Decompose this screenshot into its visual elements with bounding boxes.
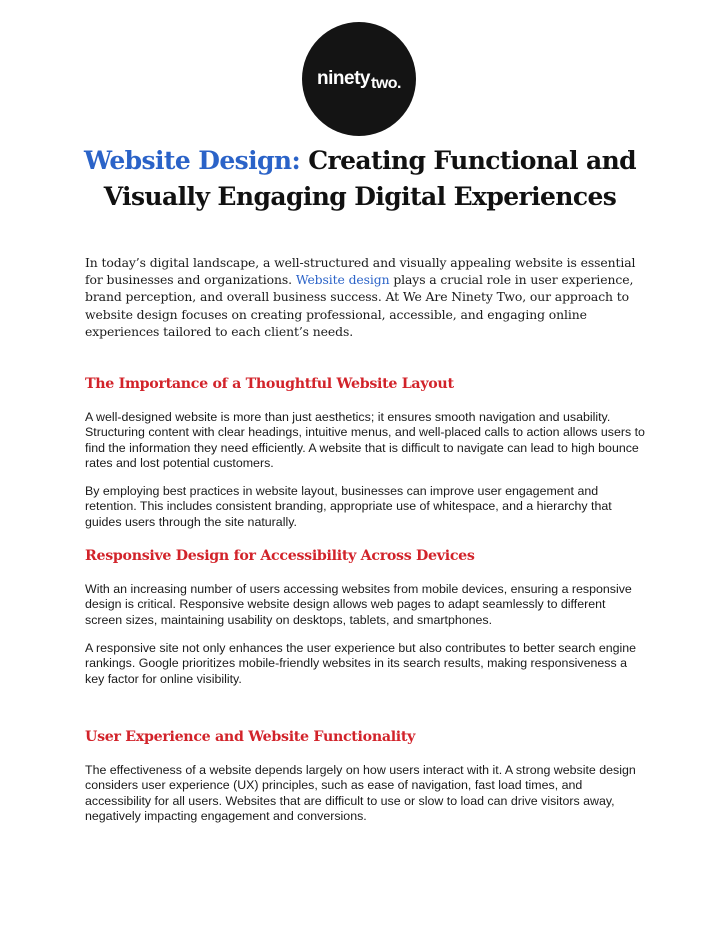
logo-wordmark: ninety$_{two.}$ <box>317 68 401 92</box>
section-responsive-paragraph-1: With an increasing number of users accessing websites from mobile devices, ensuring a responsive design is critical. Responsive website design allows web pages to adapt seamlessly to different screen sizes, maintaining usability on desktops, tablets, and smartphones. <box>85 582 632 627</box>
title-accent: Website Design: <box>83 146 301 175</box>
page-title <box>40 143 680 215</box>
section-responsive-paragraph-2: A responsive site not only enhances the user experience but also contributes to better search engine rankings. Google prioritizes mobile-friendly websites in its search results, making responsiveness a key factor for online visibility. <box>85 641 637 686</box>
ninety-two-logo <box>302 22 416 136</box>
intro-paragraph: In today’s digital landscape, a well-structured and visually appealing website is essential for businesses and organizations. Website design plays a crucial role in user experience, brand perception, and overall business success. At We Are Ninety Two, our approach to website design focuses on creating professional, accessible, and engaging online experiences tailored to each client’s needs. <box>85 255 636 339</box>
title-rest-line1: Creating Functional and <box>300 146 637 175</box>
section-layout-paragraph-1: A well-designed website is more than just aesthetics; it ensures smooth navigation and usability. Structuring content with clear headings, intuitive menus, and well-placed calls to action allows users to find the information they need efficiently. A website that is difficult to navigate can lead to high bounce rates and lost potential customers. <box>85 410 645 470</box>
section-ux-paragraph-1: The effectiveness of a website depends largely on how users interact with it. A strong website design considers user experience (UX) principles, such as ease of navigation, fast load times, and accessibility for all users. Websites that are difficult to use or slow to load can drive visitors away, negatively impacting engagement and conversions. <box>85 763 636 823</box>
website-design-link[interactable]: Website design <box>295 272 394 288</box>
section-heading-layout: The Importance of a Thoughtful Website Layout <box>85 376 454 392</box>
title-line2: Visually Engaging Digital Experiences <box>103 182 617 211</box>
section-heading-responsive: Responsive Design for Accessibility Across Devices <box>85 548 475 564</box>
section-heading-ux: User Experience and Website Functionality <box>85 729 416 745</box>
section-layout-paragraph-2: By employing best practices in website layout, businesses can improve user engagement and retention. This includes consistent branding, appropriate use of whitespace, and a hierarchy that guides users through the site naturally. <box>85 484 612 529</box>
